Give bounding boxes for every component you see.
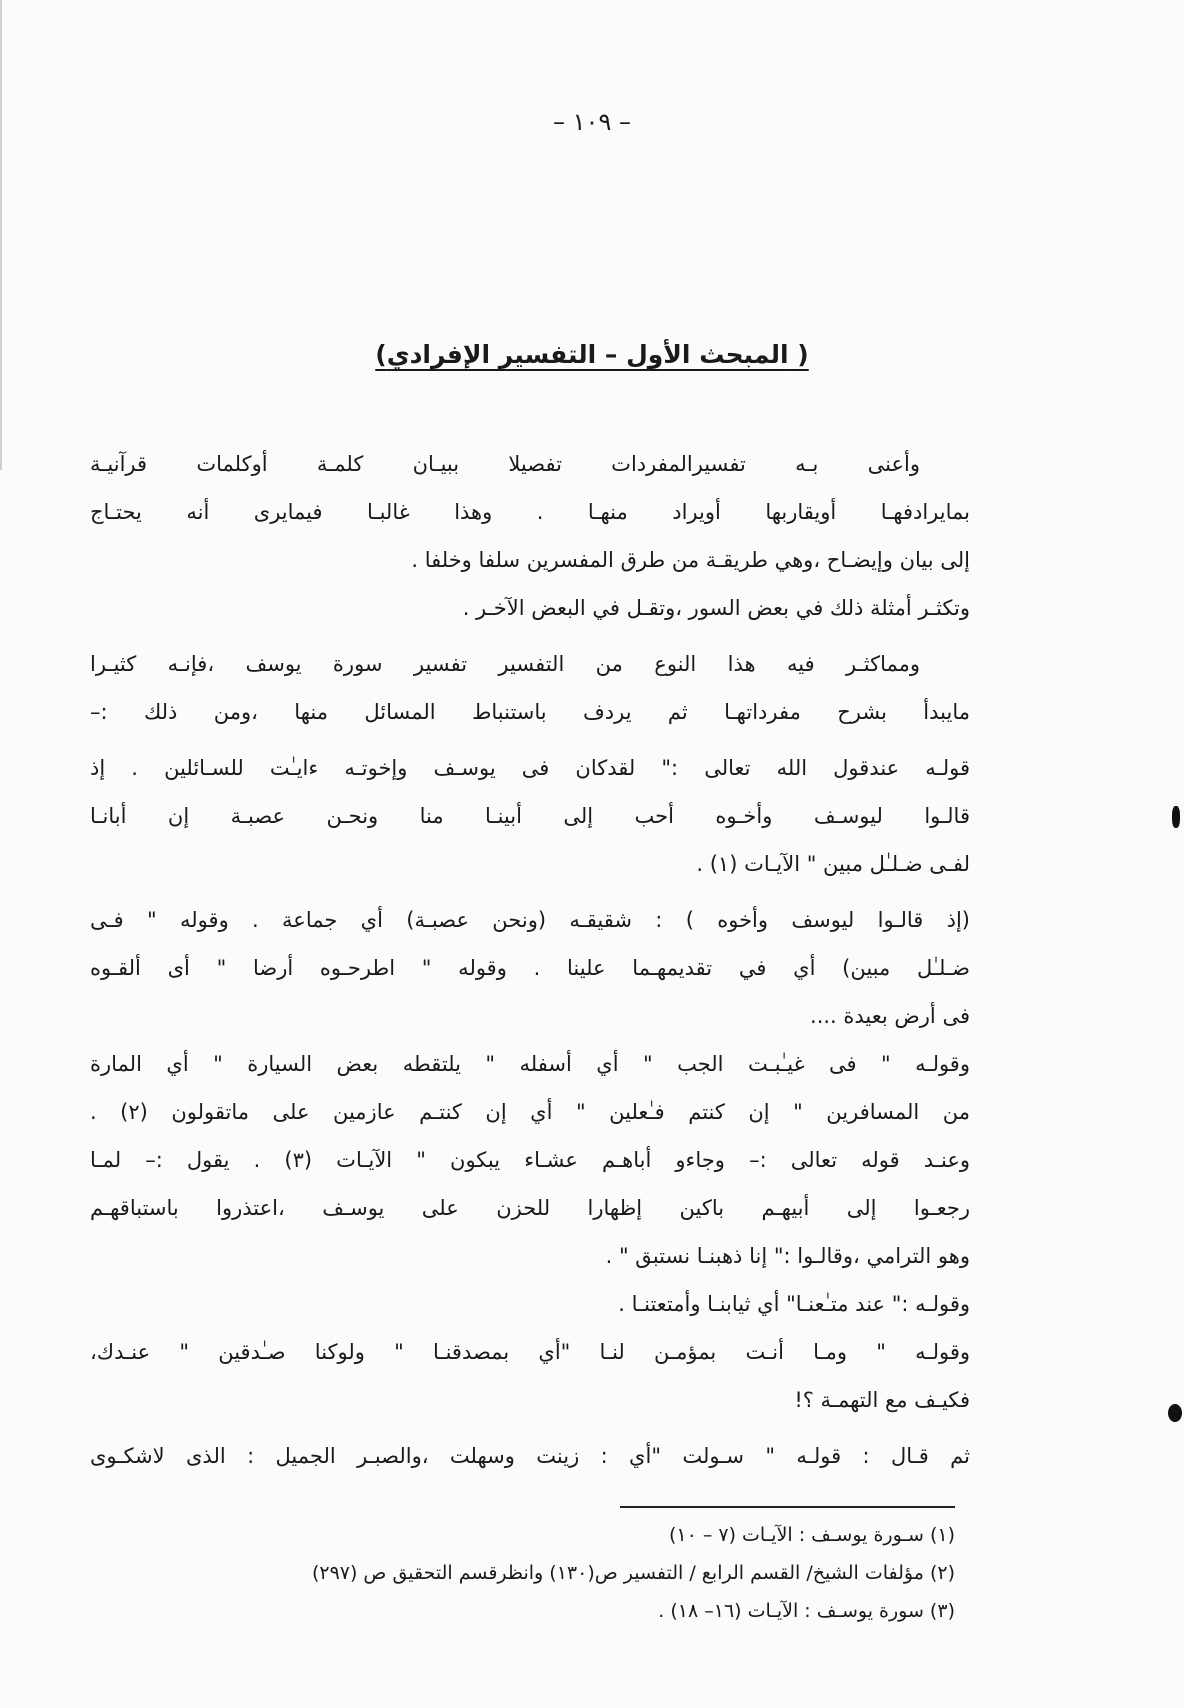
- footnote-2: (٢) مؤلفات الشيخ/ القسم الرابع / التفسير ص(١٣٠) وانظرقسم التحقيق ص (٢٩٧): [311, 1562, 955, 1584]
- paragraph-line: وقولـه " ومـا أنـت بمؤمـن لنـا "أي بمصدقنـا " ولوكنا صـٰدقين " عنـدك،: [90, 1340, 970, 1364]
- paragraph-line: بمايرادفهـا أويقاربها أويراد منهـا . وهذا غالبـا فيمايرى أنه يحتـاج: [90, 500, 970, 524]
- section-heading: [0, 340, 1184, 369]
- section-heading-text: (المبحث الأول – التفسير الإفرادي ): [375, 340, 809, 369]
- paragraph-line: وعنـد قوله تعالى :– وجاءو أباهـم عشـاء يبكون " الآيـات (٣) . يقول :– لمـا: [90, 1148, 970, 1172]
- footnote-3: (٣) سورة يوسـف : الآيـات (١٦– ١٨) .: [658, 1600, 955, 1622]
- paragraph-line: لفـى ضـلـٰل مبين " الآيـات (١) .: [696, 852, 970, 876]
- paragraph-line: ضـلـٰل مبين) أي في تقديمهـما علينا . وقوله " اطرحـوه أرضا " أى ألقـوه: [90, 956, 970, 980]
- paragraph-line: وتكثـر أمثلة ذلك في بعض السور ،وتقـل في البعض الآخـر .: [462, 596, 970, 620]
- paragraph-line: فى أرض بعيدة ....: [810, 1004, 970, 1028]
- paragraph-line: (إذ قالـوا ليوسف وأخوه ) : شقيقـه (ونحن عصبـة) أي جماعة . وقوله " فـى: [90, 908, 970, 932]
- paragraph-line: قولـه عندقول الله تعالى :" لقدكان فى يوسـف وإخوتـه ءايـٰت للسـائلين . إذ: [90, 756, 970, 780]
- paragraph-line: وهو الترامي ،وقالـوا :" إنا ذهبنـا نستبق " .: [605, 1244, 970, 1268]
- paragraph-line: من المسافرين " إن كنتم فـٰعلين " أي إن كنتـم عازمين على ماتقولون (٢) .: [90, 1100, 970, 1124]
- paragraph-line: رجعـوا إلى أبيهـم باكين إظهارا للحزن على يوسـف ،اعتذروا باستباقهـم: [90, 1196, 970, 1220]
- paragraph-line: وأعنى بـه تفسيرالمفردات تفصيلا ببيـان كلمـة أوكلمات قرآنيـة: [90, 452, 920, 476]
- paragraph-line: إلى بيان وإيضـاح ،وهي طريقـة من طرق المفسرين سلفا وخلفا .: [411, 548, 970, 572]
- footnote-1: (١) سـورة يوسـف : الآيـات (٧ – ١٠): [668, 1524, 955, 1546]
- body-text: [90, 440, 970, 1480]
- scan-speck: [1172, 806, 1180, 828]
- scan-speck: [1168, 1404, 1182, 1422]
- paragraph-line: مايبدأ بشرح مفرداتهـا ثم يردف باستنباط المسائل منها ،ومن ذلك :–: [90, 700, 970, 724]
- paragraph-line: ثم قـال : قولـه " سـولت "أي : زينت وسهلت ،والصبـر الجميل : الذى لاشكـوى: [90, 1444, 970, 1468]
- footnote-divider: [620, 1506, 955, 1508]
- scan-edge-mark: [0, 0, 2, 470]
- footnotes: [90, 1516, 955, 1630]
- paragraph-line: قالـوا ليوسـف وأخـوه أحب إلى أبينـا منا ونحـن عصبـة إن أبانـا: [90, 804, 970, 828]
- paragraph-line: وقولـه " فى غيـٰبـت الجب " أي أسفله " يلتقطه بعض السيارة " أي المارة: [90, 1052, 970, 1076]
- page-number: – ١٠٩ –: [553, 108, 631, 136]
- paragraph-line: ومماكثـر فيه هذا النوع من التفسير تفسير سورة يوسف ،فإنـه كثيـرا: [90, 652, 920, 676]
- paragraph-line: فكيـف مع التهمـة ؟!: [794, 1388, 970, 1412]
- paragraph-line: وقولـه :" عند متـٰعنـا" أي ثيابنـا وأمتعتنـا .: [618, 1292, 970, 1316]
